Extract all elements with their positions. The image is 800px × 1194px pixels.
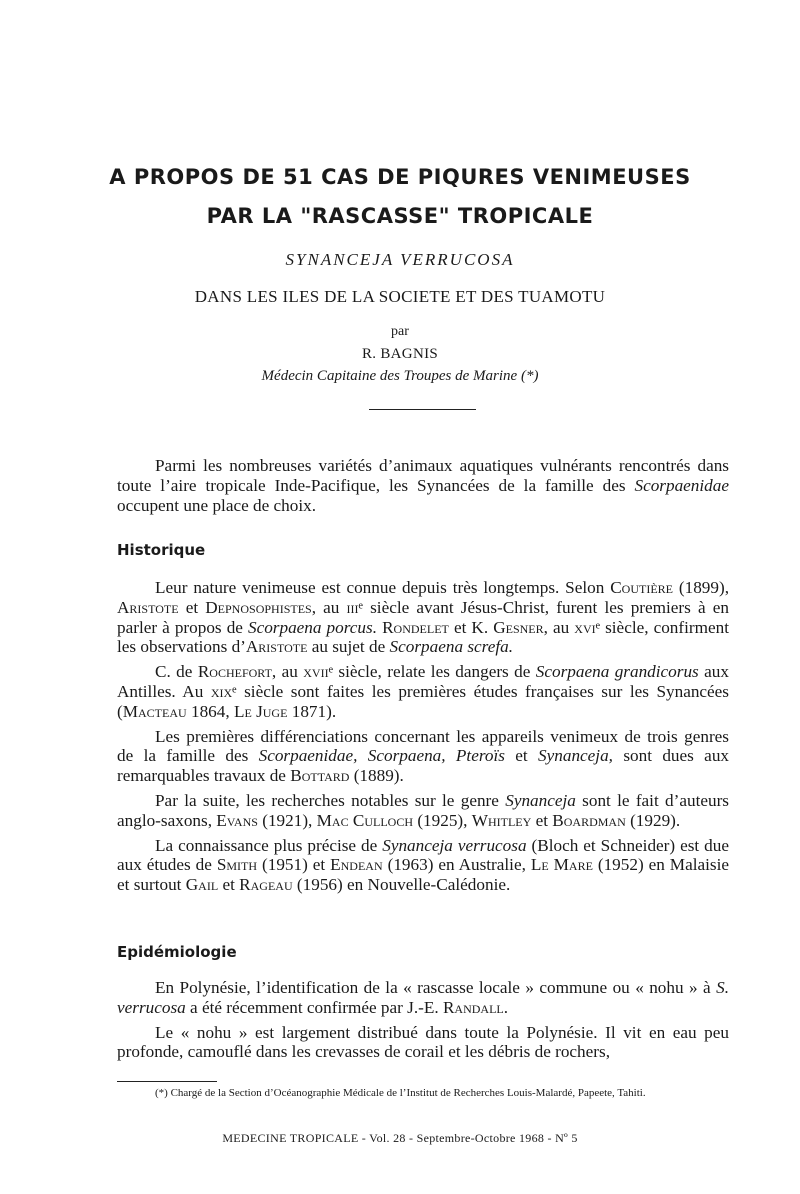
text-run: La connaissance plus précise de <box>155 835 383 855</box>
region-subtitle: DANS LES ILES DE LA SOCIETE ET DES TUAMOTU <box>194 287 606 306</box>
text-run: xviᵉ <box>574 617 601 637</box>
text-run: Gesner <box>493 617 544 637</box>
text-run: Scorpaena grandicorus <box>535 662 699 682</box>
text-run: (Bloch et Schneider) est due aux études de <box>117 835 729 875</box>
text-run: (1921), <box>257 810 317 830</box>
text-run: Synanceja verrucosa <box>382 835 527 855</box>
text-run: , au <box>311 597 347 617</box>
text-run: iiiᵉ <box>346 597 363 617</box>
text-run: Synanceja, <box>538 746 613 766</box>
text-run: Randall <box>442 997 504 1017</box>
intro-paragraph <box>117 456 729 515</box>
text-run: S. verrucosa <box>117 978 729 1017</box>
historique-paragraph-1 <box>117 578 729 657</box>
historique-paragraph-3 <box>117 727 729 786</box>
text-run: occupent une place de choix. <box>117 495 316 515</box>
text-run: Coutière <box>610 578 673 597</box>
historique-paragraph-2 <box>117 662 729 721</box>
text-run: Mac Culloch <box>316 810 414 830</box>
section-heading-historique: Historique <box>117 541 206 559</box>
text-run: xixᵉ <box>210 681 237 701</box>
text-run: Le Juge <box>233 701 288 721</box>
text-run: Whitley <box>471 810 532 830</box>
text-run: Evans <box>216 810 258 830</box>
text-run: au sujet de <box>307 637 390 657</box>
text-run: siècle sont faites les premières études françaises sur les Synancées ( <box>117 681 729 721</box>
text-run: (1899), <box>673 578 729 597</box>
footnote: (*) Chargé de la Section d’Océanographie Médicale de l’Institut de Recherches Louis-Malardé, Papeete, Tahiti. <box>155 1087 646 1099</box>
text-run: Rageau <box>239 875 293 895</box>
text-run: siècle avant Jésus-Christ, furent les premiers à en parler à propos de <box>117 597 730 637</box>
text-run: Scorpaenidae, Scorpaena, Pteroïs <box>258 746 505 766</box>
text-run: Endean <box>330 855 383 875</box>
text-run: Smith <box>216 855 258 875</box>
title-divider <box>369 409 476 410</box>
text-run: Leur nature venimeuse est connue depuis très longtemps. Selon <box>155 578 611 597</box>
text-run: Boardman <box>552 810 626 830</box>
historique-section <box>117 578 729 900</box>
text-run: , au <box>271 662 304 682</box>
text-run: Parmi les nombreuses variétés d’animaux aquatiques vulnérants rencontrés dans toute l’aire tropicale Inde-Pacifique, les Synancées de la famille des <box>117 456 729 495</box>
title-line-2: PAR LA "RASCASSE" TROPICALE <box>206 204 594 228</box>
historique-paragraph-4 <box>117 791 729 831</box>
text-run: Synanceja <box>505 790 576 810</box>
journal-footer: MEDECINE TROPICALE - Vol. 28 - Septembre-Octobre 1968 - Nº 5 <box>222 1131 578 1145</box>
text-run: Scorpaena porcus. <box>247 617 378 637</box>
text-run: siècle, confirment les observations d’ <box>117 617 729 657</box>
historique-paragraph-5 <box>117 836 729 895</box>
byline-par: par <box>391 324 409 339</box>
title-line-1: A PROPOS DE 51 CAS DE PIQURES VENIMEUSES <box>109 165 691 189</box>
footnote-divider <box>117 1081 217 1082</box>
epidemiologie-paragraph-1 <box>117 978 729 1018</box>
text-run: (1956) en Nouvelle-Calédonie. <box>292 875 511 895</box>
text-run: Depnosophistes <box>205 597 312 617</box>
text-run: Les premières différenciations concernant les appareils venimeux de trois genres de la famille des <box>117 726 729 766</box>
text-run: et <box>504 746 539 766</box>
text-run: Gail <box>185 875 219 895</box>
text-run: Rochefort <box>197 662 272 682</box>
text-run: 1871). <box>287 701 337 721</box>
text-run: (1952) en Malaisie et surtout <box>117 855 729 895</box>
intro-section <box>117 456 729 520</box>
text-run: (1951) et <box>257 855 331 875</box>
text-run: (1889). <box>349 766 404 786</box>
author-affiliation: Médecin Capitaine des Troupes de Marine (*) <box>261 368 539 384</box>
text-run: Bottard <box>290 766 350 786</box>
section-heading-epidemiologie: Epidémiologie <box>117 943 237 961</box>
text-run: et <box>178 597 206 617</box>
text-run: xviiᵉ <box>303 662 333 682</box>
text-run: Par la suite, les recherches notables sur le genre <box>155 790 506 810</box>
text-run: et <box>218 875 240 895</box>
epidemiologie-section <box>117 978 729 1067</box>
text-run: sont le fait d’auteurs anglo-saxons, <box>117 790 729 830</box>
text-run: Aristote <box>117 597 179 617</box>
text-run: . <box>503 997 509 1017</box>
text-run: et K. <box>448 617 494 637</box>
author-name: R. BAGNIS <box>361 346 439 362</box>
text-run: En Polynésie, l’identification de la « rascasse locale » commune ou « nohu » à <box>155 978 717 997</box>
text-run: Rondelet <box>382 617 449 637</box>
text-run: Scorpaena screfa. <box>389 637 513 657</box>
text-run: (1925), <box>413 810 472 830</box>
species-subtitle: SYNANCEJA VERRUCOSA <box>285 250 515 269</box>
text-run: a été récemment confirmée par J.-E. <box>185 997 443 1017</box>
text-run: C. de <box>155 662 198 682</box>
text-run: 1864, <box>186 701 234 721</box>
text-run: sont dues aux remarquables travaux de <box>117 746 730 786</box>
epidemiologie-paragraph-2: Le « nohu » est largement distribué dans toute la Polynésie. Il vit en eau peu profonde, camouflé dans les crevasses de corail et les débris de rochers, <box>117 1022 729 1062</box>
text-run: aux Antilles. Au <box>117 662 729 701</box>
text-run: Aristote <box>245 637 308 657</box>
text-run: (1963) en Australie, <box>382 855 531 875</box>
text-run: siècle, relate les dangers de <box>332 662 536 682</box>
text-run: , au <box>543 617 575 637</box>
text-run: Le Mare <box>530 855 593 875</box>
text-run: (1929). <box>625 810 681 830</box>
text-run: Macteau <box>122 701 187 721</box>
text-run: et <box>531 810 553 830</box>
text-run: Scorpaenidae <box>634 475 729 495</box>
